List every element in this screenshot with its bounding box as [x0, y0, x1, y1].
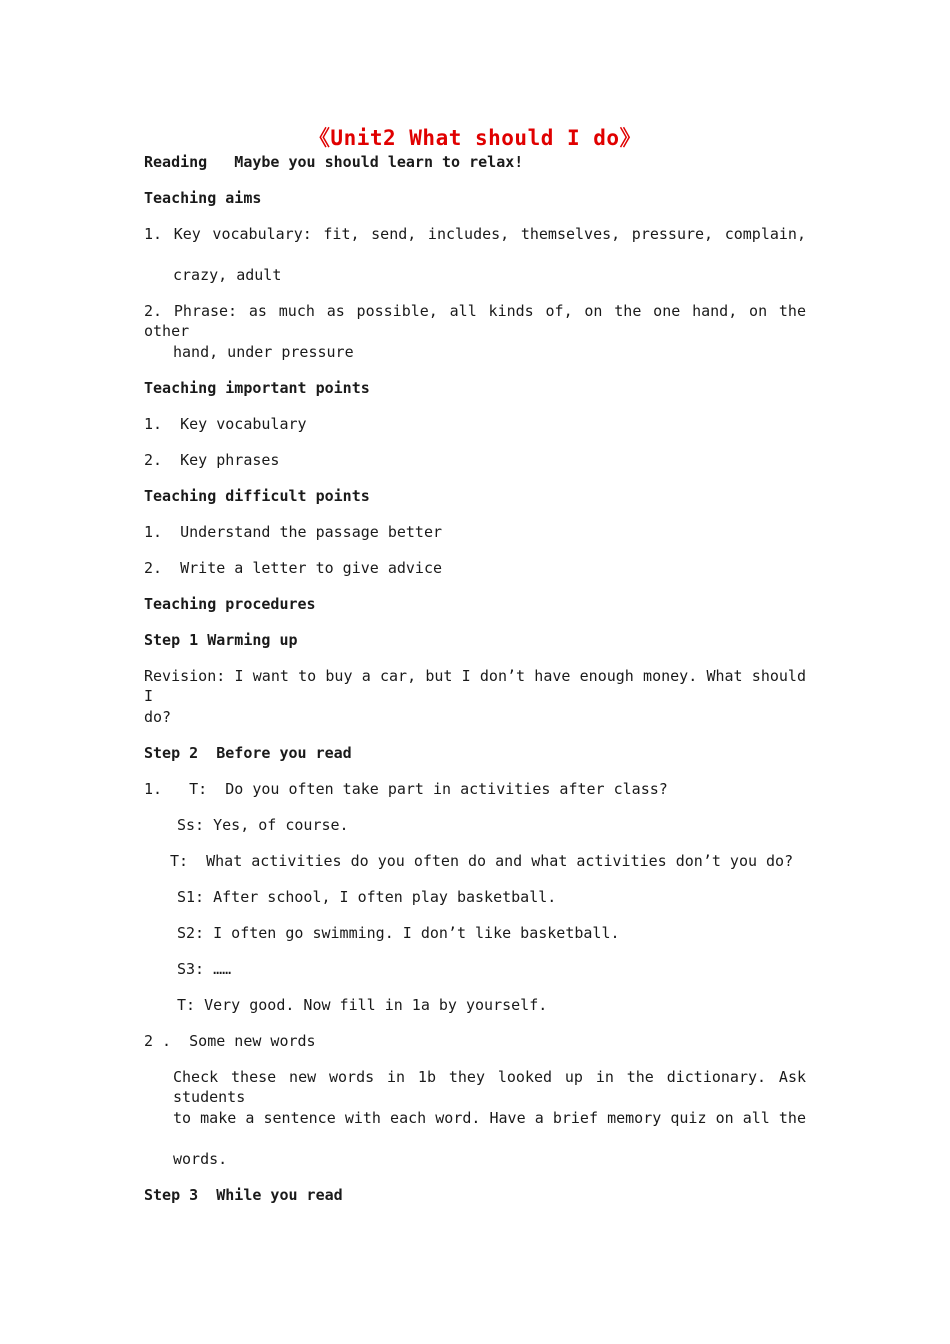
- revision-text: Revision: I want to buy a car, but I don’t have enough money. What should I: [144, 667, 806, 705]
- dialogue-line-4: S1: After school, I often play basketball.: [177, 888, 557, 906]
- step-3-heading: Step 3 While you read: [144, 1186, 343, 1204]
- aims-item-2: 2. Phrase: as much as possible, all kinds of, on the one hand, on the other: [144, 302, 806, 340]
- dialogue-line-2: Ss: Yes, of course.: [177, 816, 349, 834]
- difficult-item-2: 2. Write a letter to give advice: [144, 559, 443, 577]
- reading-heading: Reading Maybe you should learn to relax!: [144, 153, 524, 171]
- dialogue-line-5: S2: I often go swimming. I don’t like basketball.: [177, 924, 620, 942]
- aims-item-1-cont: crazy, adult: [173, 266, 282, 284]
- important-item-1: 1. Key vocabulary: [144, 415, 307, 433]
- dialogue-line-7: T: Very good. Now fill in 1a by yourself.: [177, 996, 548, 1014]
- difficult-points-heading: Teaching difficult points: [144, 487, 370, 505]
- step-2-heading: Step 2 Before you read: [144, 744, 352, 762]
- teaching-aims-heading: Teaching aims: [144, 189, 262, 207]
- document-title: 《Unit2 What should I do》: [308, 126, 642, 150]
- important-points-heading: Teaching important points: [144, 379, 370, 397]
- aims-item-2-cont: hand, under pressure: [173, 343, 354, 361]
- step-1-heading: Step 1 Warming up: [144, 631, 298, 649]
- check-words-text-end: words.: [173, 1150, 228, 1168]
- revision-text-cont: do?: [144, 708, 172, 726]
- dialogue-line-6: S3: ……: [177, 960, 232, 978]
- procedures-heading: Teaching procedures: [144, 595, 316, 613]
- new-words-item: 2 . Some new words: [144, 1032, 316, 1050]
- dialogue-line-3: T: What activities do you often do and what activities don’t you do?: [170, 852, 794, 870]
- check-words-text: Check these new words in 1b they looked up in the dictionary. Ask students: [173, 1068, 806, 1106]
- difficult-item-1: 1. Understand the passage better: [144, 523, 443, 541]
- important-item-2: 2. Key phrases: [144, 451, 280, 469]
- check-words-text-cont: to make a sentence with each word. Have a brief memory quiz on all the: [173, 1109, 806, 1127]
- aims-item-1: 1. Key vocabulary: fit, send, includes, themselves, pressure, complain,: [144, 225, 806, 243]
- dialogue-line-1: 1. T: Do you often take part in activities after class?: [144, 780, 668, 798]
